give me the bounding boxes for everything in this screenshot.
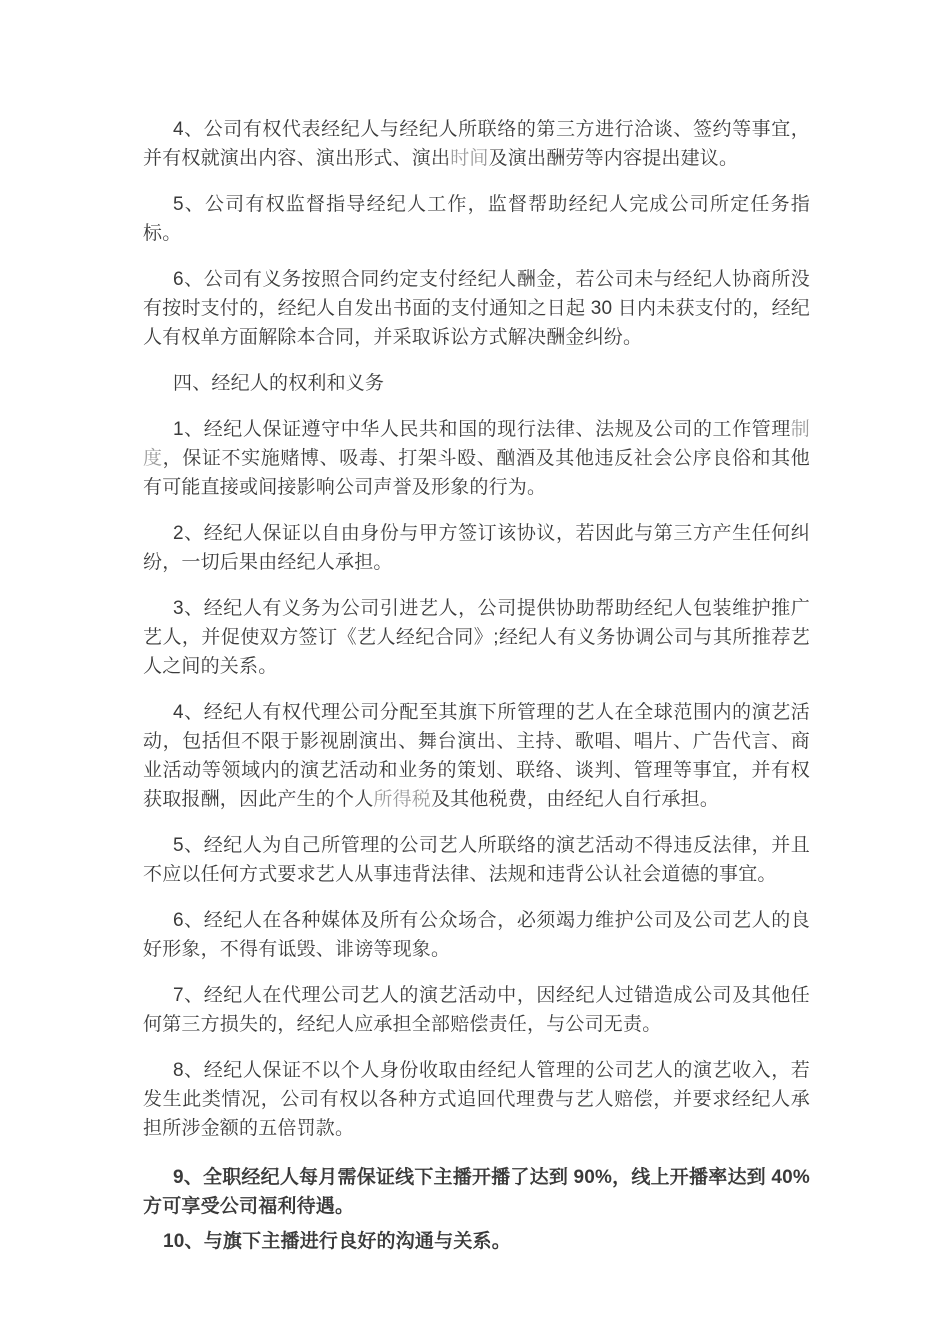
clause-agent-7 — [143, 981, 810, 1039]
text-run: 四、经纪人的权利和义务 — [173, 373, 385, 394]
text-run: ，保证不实施赌博、吸毒、打架斗殴、酗酒及其他违反社会公序良俗和其他有可能直接或间接影响公司声誉及形象的行为。 — [143, 448, 811, 498]
clause-agent-9 — [143, 1163, 810, 1221]
text-run: 4、公司有权代表经纪人与经纪人所联络的第三方进行洽谈、签约等事宜，并有权就演出内容、演出形式、演出 — [143, 119, 810, 169]
clause-company-4 — [143, 115, 810, 173]
keyword-term: 时间 — [450, 148, 489, 169]
text-run: 8、经纪人保证不以个人身份收取由经纪人管理的公司艺人的演艺收入，若发生此类情况，公司有权以各种方式追回代理费与艺人赔偿，并要求经纪人承担所涉金额的五倍罚款。 — [143, 1060, 810, 1139]
text-run: 2、经纪人保证以自由身份与甲方签订该协议，若因此与第三方产生任何纠纷，一切后果由经纪人承担。 — [143, 523, 810, 573]
clause-agent-2 — [143, 519, 810, 577]
text-run: 5、公司有权监督指导经纪人工作，监督帮助经纪人完成公司所定任务指标。 — [143, 194, 810, 244]
section-heading-4 — [143, 369, 810, 398]
text-run: 5、经纪人为自己所管理的公司艺人所联络的演艺活动不得违反法律，并且不应以任何方式要求艺人从事违背法律、法规和违背公认社会道德的事宜。 — [143, 835, 810, 885]
clause-agent-4 — [143, 698, 810, 814]
keyword-term: 制度 — [143, 419, 810, 469]
clause-agent-8 — [143, 1056, 810, 1143]
text-run: 1、经纪人保证遵守中华人民共和国的现行法律、法规及公司的工作管理 — [173, 419, 791, 440]
text-run: 10、与旗下主播进行良好的沟通与关系。 — [163, 1231, 511, 1252]
text-run: 3、经纪人有义务为公司引进艺人，公司提供协助帮助经纪人包装维护推广艺人，并促使双方签订《艺人经纪合同》;经纪人有义务协调公司与其所推荐艺人之间的关系。 — [143, 598, 810, 677]
clause-agent-6 — [143, 906, 810, 964]
clause-agent-1 — [143, 415, 810, 502]
text-run: 4、经纪人有权代理公司分配至其旗下所管理的艺人在全球范围内的演艺活动，包括但不限于影视剧演出、舞台演出、主持、歌唱、唱片、广告代言、商业活动等领域内的演艺活动和业务的策划、联络、谈判、管理等事宜，并有权获取报酬，因此产生的个人 — [143, 702, 810, 810]
clause-agent-3 — [143, 594, 810, 681]
clause-agent-10 — [143, 1227, 810, 1256]
text-run: 及其他税费，由经纪人自行承担。 — [431, 789, 720, 810]
clause-agent-5 — [143, 831, 810, 889]
text-run: 7、经纪人在代理公司艺人的演艺活动中，因经纪人过错造成公司及其他任何第三方损失的，经纪人应承担全部赔偿责任，与公司无责。 — [143, 985, 810, 1035]
text-run: 6、公司有义务按照合同约定支付经纪人酬金，若公司未与经纪人协商所没有按时支付的，经纪人自发出书面的支付通知之日起 30 日内未获支付的，经纪人有权单方面解除本合同，并采取诉讼方式解决酬金纠纷。 — [143, 269, 810, 348]
keyword-term: 所得税 — [373, 789, 432, 810]
clause-company-5 — [143, 190, 810, 248]
text-run: 9、全职经纪人每月需保证线下主播开播了达到 90%，线上开播率达到 40%方可享受公司福利待遇。 — [143, 1167, 810, 1217]
text-run: 及演出酬劳等内容提出建议。 — [488, 148, 739, 169]
text-run: 6、经纪人在各种媒体及所有公众场合，必须竭力维护公司及公司艺人的良好形象，不得有诋毁、诽谤等现象。 — [143, 910, 810, 960]
document-body — [143, 115, 810, 1256]
clause-company-6 — [143, 265, 810, 352]
